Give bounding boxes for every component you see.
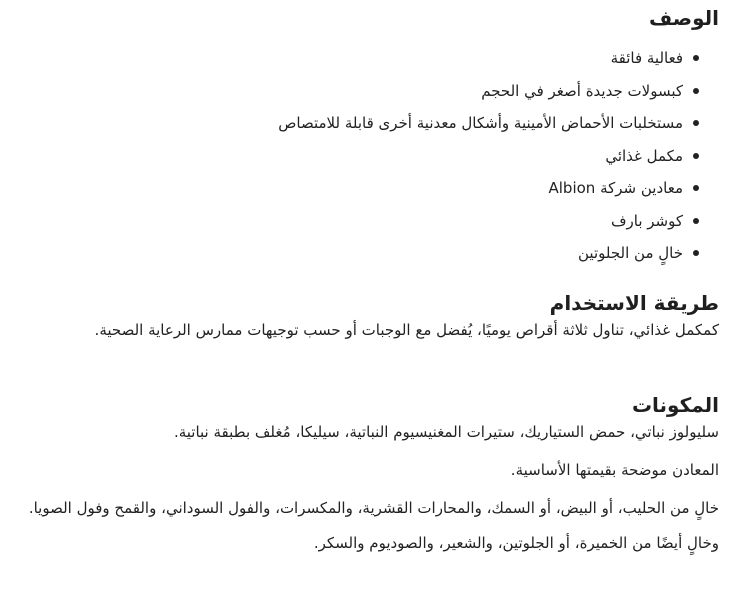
bullet-icon — [693, 218, 699, 224]
ingredients-paragraph: المعادن موضحة بقيمتها الأساسية. — [510, 461, 719, 479]
list-item — [14, 107, 719, 140]
description-heading: الوصف — [648, 6, 719, 30]
ingredients-paragraph: خالٍ من الحليب، أو البيض، أو السمك، والمحارات القشرية، والمكسرات، والفول السوداني، والقمح وفول الصويا. — [28, 498, 719, 517]
list-item — [14, 140, 719, 173]
bullet-icon — [693, 88, 699, 94]
list-item-text: معادين شركة Albion — [548, 179, 683, 198]
bullet-icon — [693, 250, 699, 256]
list-item-text: مستخلبات الأحماض الأمينية وأشكال معدنية أخرى قابلة للامتصاص — [278, 114, 683, 133]
usage-text: كمكمل غذائي، تناول ثلاثة أقراص يوميًا، يُفضل مع الوجبات أو حسب توجيهات ممارس الرعاية الصحية. — [94, 320, 719, 339]
list-item-text: فعالية فائقة — [610, 49, 683, 68]
bullet-icon — [693, 185, 699, 191]
usage-heading: طريقة الاستخدام — [549, 290, 719, 315]
list-item — [14, 237, 719, 270]
ingredients-paragraph: وخالٍ أيضًا من الخميرة، أو الجلوتين، والشعير، والصوديوم والسكر. — [313, 533, 719, 552]
bullet-icon — [693, 120, 699, 126]
list-item-text: خالٍ من الجلوتين — [578, 244, 683, 263]
description-list — [14, 42, 719, 270]
ingredients-heading: المكونات — [631, 393, 719, 418]
list-item — [14, 205, 719, 238]
list-item — [14, 75, 719, 108]
list-item-text: كبسولات جديدة أصغر في الحجم — [481, 81, 683, 100]
list-item-text: مكمل غذائي — [605, 146, 683, 165]
list-item — [14, 42, 719, 75]
list-item-text: كوشر بارف — [610, 211, 683, 230]
bullet-icon — [693, 153, 699, 159]
ingredients-paragraph: سليولوز نباتي، حمض الستياريك، ستيرات المغنيسيوم النباتية، سيليكا، مُغلف بطبقة نباتية. — [173, 423, 719, 442]
bullet-icon — [693, 55, 699, 61]
list-item — [14, 172, 719, 205]
